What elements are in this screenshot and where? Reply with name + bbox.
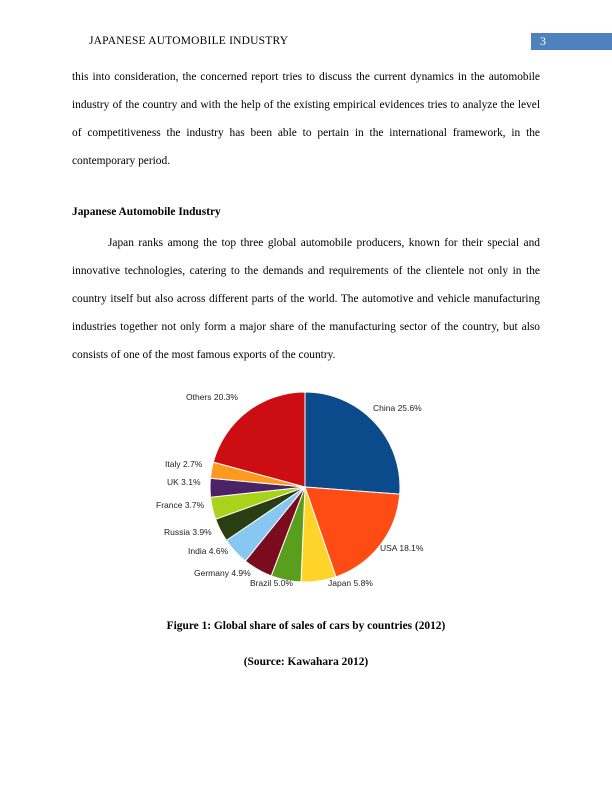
pie-label-uk: UK 3.1%	[167, 477, 201, 487]
pie-label-japan: Japan 5.8%	[328, 578, 373, 588]
figure-source: (Source: Kawahara 2012)	[243, 656, 369, 668]
pie-slices	[210, 392, 400, 582]
pie-label-others: Others 20.3%	[186, 392, 238, 402]
pie-label-india: India 4.6%	[188, 546, 229, 556]
paragraph-intro: this into consideration, the concerned report tries to discuss the current dynamics in the automobile industry of the country and with the help of the existing empirical evidences tries to analyze the level of competitiveness the industry has been able to pertain in the international framework, in the contemporary period.	[72, 71, 540, 167]
pie-label-china: China 25.6%	[373, 403, 422, 413]
page-number: 3	[540, 34, 546, 48]
figure-caption: Figure 1: Global share of sales of cars by countries (2012)	[166, 620, 446, 632]
pie-label-france: France 3.7%	[156, 500, 205, 510]
pie-label-brazil: Brazil 5.0%	[250, 578, 293, 588]
pie-chart	[150, 382, 460, 594]
paragraph-body: Japan ranks among the top three global automobile producers, known for their special and innovative technologies, catering to the demands and requirements of the clientele not only in the country itself but also across different parts of the world. The automotive and vehicle manufacturing industries together not only form a major share of the manufacturing sector of the country, but also consists of one of the most famous exports of the country.	[72, 237, 540, 361]
section-heading: Japanese Automobile Industry	[72, 206, 221, 218]
pie-label-germany: Germany 4.9%	[194, 568, 251, 578]
page-number-box	[531, 33, 612, 50]
pie-label-italy: Italy 2.7%	[165, 459, 203, 469]
pie-label-russia: Russia 3.9%	[164, 527, 212, 537]
pie-label-usa: USA 18.1%	[380, 543, 424, 553]
running-header: JAPANESE AUTOMOBILE INDUSTRY	[89, 35, 289, 47]
